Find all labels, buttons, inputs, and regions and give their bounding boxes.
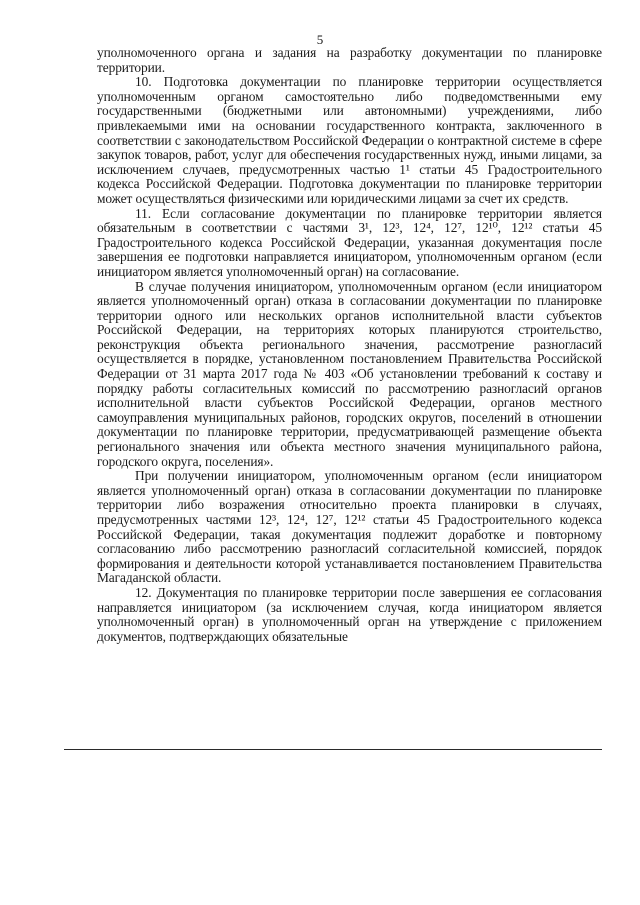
page-number: 5 bbox=[316, 32, 324, 47]
paragraph-11-refusal: В случае получения инициатором, уполномоченным органом (если инициатором является уполномоченный орган) отказа в согласовании документации по планировке территории одного или нескольких органов исполнительной власти субъектов Российской Федерации, на территориях которых планируются строительство, реконструкция объекта регионального значения, рассмотрение разногласий осуществляется в порядке, установленном постановлением Правительства Российской Федерации от 31 марта 2017 года № 403 «Об установлении требований к составу и порядку работы согласительных комиссий по рассмотрению разногласий органов исполнительной власти субъектов Российской Федерации, органов местного самоуправления муниципальных районов, городских округов, поселений в отношении документации по планировке территории, предусматривающей размещение объекта регионального значения или объекта местного значения муниципального района, городского округа, поселения». bbox=[97, 278, 602, 469]
paragraph-10: 10. Подготовка документации по планировке территории осуществляется уполномоченным органом самостоятельно либо подведомственными ему государственными (бюджетными или автономными) учреждениями, либо привлекаемыми ими на основании государственного контракта, заключенного в соответствии с законодательством Российской Федерации о контрактной системе в сфере закупок товаров, работ, услуг для обеспечения государственных нужд, иными лицами, за исключением случаев, предусмотренных частью 1¹ статьи 45 Градостроительного кодекса Российской Федерации. Подготовка документации по планировке территории может осуществляться физическими или юридическими лицами за счет их средств. bbox=[97, 74, 602, 206]
paragraph-11-objection: При получении инициатором, уполномоченным органом (если инициатором является уполномоченный орган) отказа в согласовании документации по планировке территории либо возражения относительно проекта планировки в случаях, предусмотренных частями 12³, 12⁴, 12⁷, 12¹² статьи 45 Градостроительного кодекса Российской Федерации, такая документация подлежит доработке и повторному согласованию либо рассмотрению разногласий согласительной комиссией, порядок формирования и деятельности которой устанавливается постановлением Правительства Магаданской области. bbox=[97, 468, 602, 586]
paragraph-continuation: уполномоченного органа и задания на разработку документации по планировке территории. bbox=[97, 45, 602, 75]
paragraph-12: 12. Документация по планировке территории после завершения ее согласования направляется инициатором (за исключением случая, когда инициатором является уполномоченный орган) в уполномоченный орган на утверждение с приложением документов, подтверждающих обязательные bbox=[97, 584, 602, 644]
footer-rule bbox=[64, 749, 602, 750]
paragraph-11: 11. Если согласование документации по планировке территории является обязательным в соответствии с частями 3¹, 12³, 12⁴, 12⁷, 12¹⁰, 12¹² статьи 45 Градостроительного кодекса Российской Федерации, указанная документация после завершения ее подготовки направляется инициатором, уполномоченным органом (если инициатором является уполномоченный орган) на согласование. bbox=[97, 205, 602, 279]
document-body bbox=[97, 46, 602, 644]
